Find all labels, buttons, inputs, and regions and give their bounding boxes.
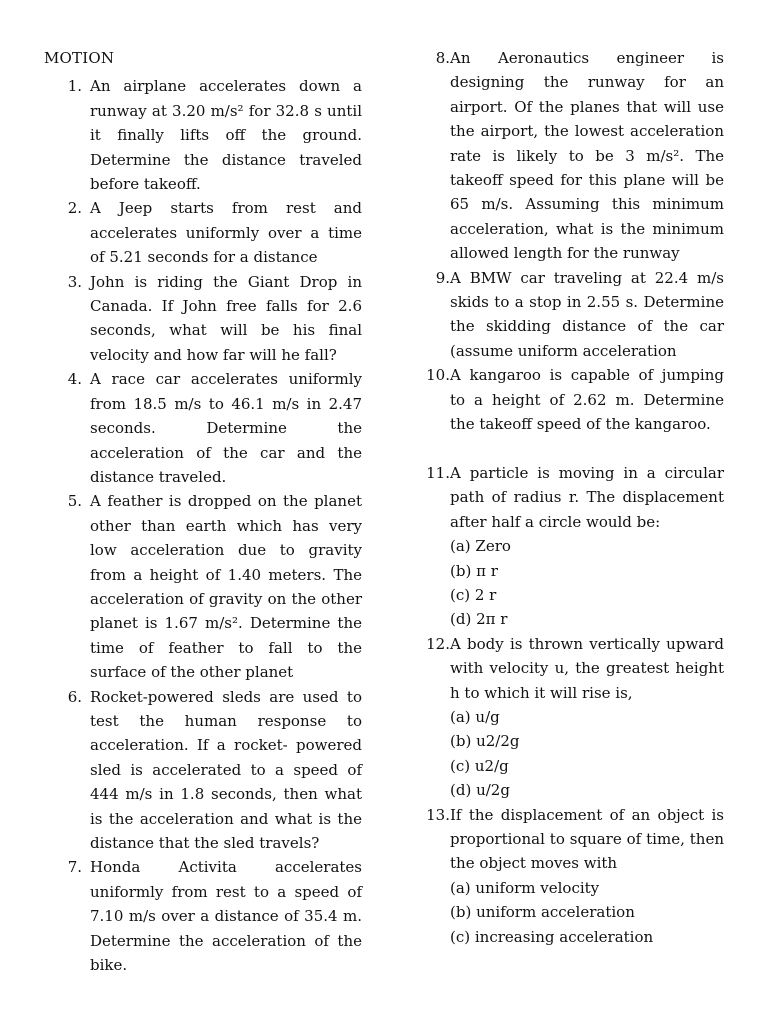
question-number: 7. [67,858,82,877]
left-column [44,46,362,977]
question-12 [420,632,724,705]
right-column [420,46,724,949]
option: (b) u2/2g [450,732,520,751]
question-number: 8. [435,49,450,67]
question-text: Honda Activita accelerates uniformly from rest to a speed of 7.10 m/s over a distance of 35.4 m. Determine the acceleration of the bike. [90,858,362,975]
question-8 [420,46,724,266]
question-10 [420,363,724,436]
option: (d) 2π r [450,610,508,629]
question-text: If the displacement of an object is proportional to square of time, then the object moves with [450,805,724,873]
option: (a) Zero [450,537,511,556]
question-5 [44,489,362,684]
option: (c) increasing acceleration [450,927,654,946]
question-number: 6. [67,687,82,706]
question-9 [420,266,724,364]
option: (a) uniform velocity [450,878,600,897]
question-text: A body is thrown vertically upward with velocity u, the greatest height h to which it will rise is, [450,634,724,702]
option: (c) 2 r [450,585,497,604]
question-number: 13. [426,805,450,824]
question-text: John is riding the Giant Drop in Canada. If John free falls for 2.6 seconds, what will be his final velocity and how far will he fall? [90,272,362,364]
worksheet-heading: MOTION [44,49,115,67]
question-text: An airplane accelerates down a runway at 3.20 m/s² for 32.8 s until it finally lifts off the ground. Determine the distance traveled before takeoff. [90,77,362,194]
question-number: 11. [426,463,450,482]
question-2 [44,196,362,269]
option: (c) u2/g [450,756,509,775]
option: (d) u/2g [450,781,510,800]
question-13 [420,803,724,876]
option: (a) u/g [450,707,500,726]
question-number: 10. [426,366,450,385]
question-text: Rocket-powered sleds are used to test the human response to acceleration. If a rocket- powered sled is accelerated to a speed of 444 m/s in 1.8 seconds, then what is the acceleration and what is the distance that the sled travels? [90,687,362,852]
question-text: A race car accelerates uniformly from 18.5 m/s to 46.1 m/s in 2.47 seconds. Determine the acceleration of the car and the distance traveled. [90,370,362,486]
question-number: 9. [435,268,450,287]
option: (b) π r [450,561,498,580]
question-1 [44,74,362,196]
question-number: 3. [67,272,82,291]
question-text: A kangaroo is capable of jumping to a height of 2.62 m. Determine the takeoff speed of the kangaroo. [450,366,724,434]
question-text: A particle is moving in a circular path of radius r. The displacement after half a circle would be: [450,463,724,531]
question-number: 12. [426,634,450,653]
option: (b) uniform acceleration [450,903,635,922]
question-text: A Jeep starts from rest and accelerates uniformly over a time of 5.21 seconds for a distance [90,199,362,267]
options-list [420,705,724,803]
question-text: A BMW car traveling at 22.4 m/s skids to a stop in 2.55 s. Determine the skidding distance of the car (assume uniform acceleration [450,268,724,360]
question-number: 2. [67,199,82,218]
question-11 [420,461,724,534]
question-text: A feather is dropped on the planet other than earth which has very low acceleration due to gravity from a height of 1.40 meters. The acceleration of gravity on the other planet is 1.67 m/s². Determine the time of feather to fall to the surface of the other planet [90,492,362,682]
options-list [420,534,724,632]
question-text: An Aeronautics engineer is designing the runway for an airport. Of the planes that will use the airport, the lowest acceleration rate is likely to be 3 m/s². The takeoff speed for this plane will be 65 m/s. Assuming this minimum acceleration, what is the minimum allowed length for the runway [450,49,724,263]
question-number: 5. [67,492,82,511]
question-6 [44,685,362,856]
question-4 [44,367,362,489]
question-3 [44,270,362,368]
question-number: 1. [67,77,82,96]
section-spacer [420,437,724,461]
question-7 [44,855,362,977]
question-number: 4. [67,370,82,389]
options-list [420,876,724,949]
